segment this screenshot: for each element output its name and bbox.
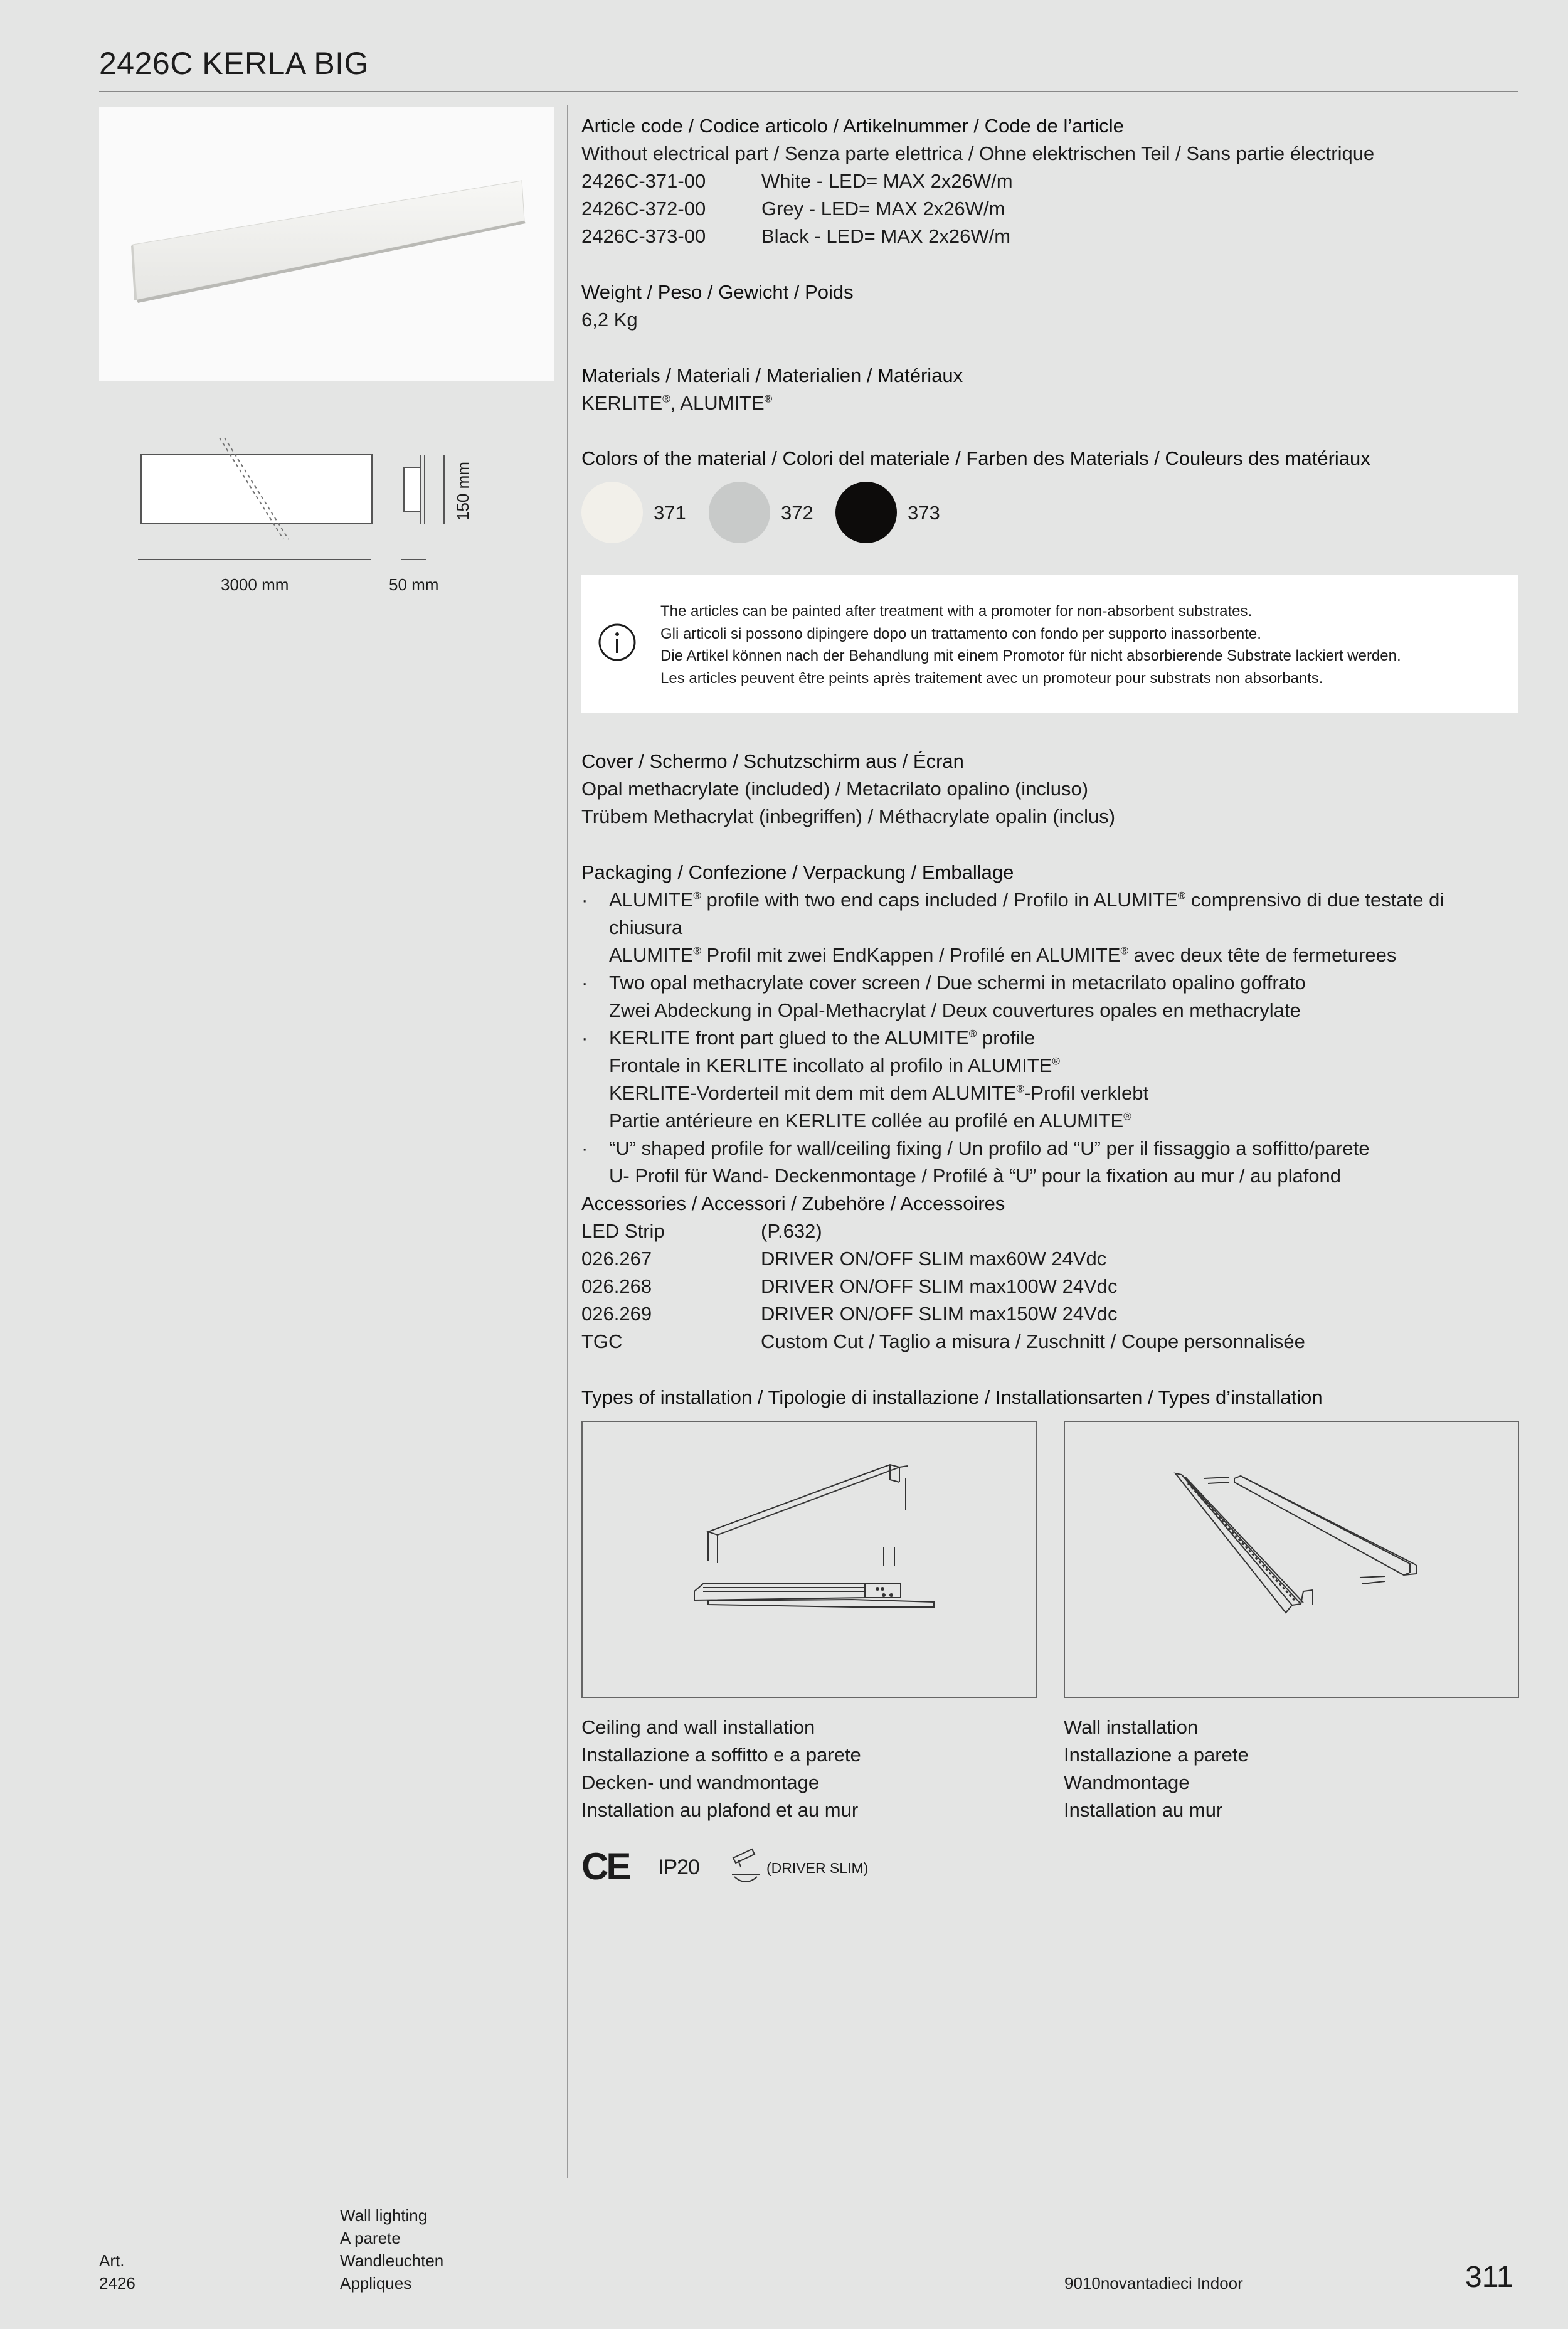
page-title: 2426C KERLA BIG xyxy=(99,46,369,81)
article-row xyxy=(581,195,1518,223)
packaging-item: · “U” shaped profile for wall/ceiling fixing / Un profilo ad “U” per il fissaggio a soffitto/parete U- Profil für Wand- Deckenmontage / Profilé à “U” pour la fixation au mur / au plafond xyxy=(581,1137,1370,1187)
cover-line: Trübem Methacrylat (inbegriffen) / Méthacrylate opalin (inclus) xyxy=(581,805,1116,827)
colors-heading: Colors of the material / Colori del materiale / Farben des Materials / Couleurs des matériaux xyxy=(581,447,1370,469)
accessory-row: TGC Custom Cut / Taglio a misura / Zuschnitt / Coupe personnalisée xyxy=(581,1330,1305,1352)
category-line: Appliques xyxy=(340,2274,412,2293)
cover-heading: Cover / Schermo / Schutzschirm aus / Écran xyxy=(581,750,964,772)
footer-art-number: 2426 xyxy=(99,2274,135,2293)
article-code: 2426C-372-00 xyxy=(581,198,706,220)
installation-heading: Types of installation / Tipologie di installazione / Installationsarten / Types d’installation xyxy=(581,1386,1323,1408)
color-label: 372 xyxy=(781,502,813,524)
packaging-item: · Two opal methacrylate cover screen / Due schermi in metacrilato opalino goffrato Zwei Abdeckung in Opal-Methacrylat / Deux couvertures opales en methacrylate xyxy=(581,972,1306,1021)
color-label: 373 xyxy=(908,502,940,524)
wall-label: Installazione a parete xyxy=(1064,1744,1249,1766)
note-line: Gli articoli si possono dipingere dopo un trattamento con fondo per supporto inassorbente. xyxy=(660,625,1261,642)
article-code: 2426C-373-00 xyxy=(581,225,706,247)
color-label: 371 xyxy=(654,502,686,524)
footer-category xyxy=(340,2204,443,2295)
note-line: The articles can be painted after treatment with a promoter for non-absorbent substrates. xyxy=(660,603,1253,620)
note-line: Die Artikel können nach der Behandlung mit einem Promotor für nicht absorbierende Substrate lackiert werden. xyxy=(660,647,1401,664)
weight-heading: Weight / Peso / Gewicht / Poids xyxy=(581,281,854,303)
ceiling-label: Installation au plafond et au mur xyxy=(581,1799,859,1821)
color-swatch-372 xyxy=(709,482,770,543)
article-row xyxy=(581,223,1518,250)
accessory-row: LED Strip (P.632) xyxy=(581,1220,822,1242)
driver-icon xyxy=(729,1847,762,1888)
ceiling-label: Decken- und wandmontage xyxy=(581,1771,820,1793)
article-desc: Grey - LED= MAX 2x26W/m xyxy=(761,198,1005,220)
category-line: Wandleuchten xyxy=(340,2251,444,2270)
cover-line: Opal methacrylate (included) / Metacrilato opalino (incluso) xyxy=(581,778,1089,800)
article-desc: Black - LED= MAX 2x26W/m xyxy=(761,225,1011,247)
driver-label: (DRIVER SLIM) xyxy=(766,1860,869,1876)
page-number: 311 xyxy=(1465,2261,1513,2294)
ceiling-label: Installazione a soffitto e a parete xyxy=(581,1744,861,1766)
accessory-row: 026.269 DRIVER ON/OFF SLIM max150W 24Vdc xyxy=(581,1303,1118,1325)
packaging-item: · KERLITE front part glued to the ALUMITE® profile Frontale in KERLITE incollato al profilo in ALUMITE® KERLITE-Vorderteil mit dem mit dem ALUMITE®-Profil verklebt Partie antérieure en KERLITE collée au profilé en ALUMITE® xyxy=(581,1027,1149,1132)
ceiling-label: Ceiling and wall installation xyxy=(581,1716,815,1738)
accessories-heading: Accessories / Accessori / Zubehöre / Accessoires xyxy=(581,1192,1005,1214)
color-swatch-371 xyxy=(581,482,643,543)
accessory-row: 026.268 DRIVER ON/OFF SLIM max100W 24Vdc xyxy=(581,1275,1118,1297)
technical-drawing xyxy=(138,433,489,580)
footer-art xyxy=(99,2249,135,2295)
wall-label: Wall installation xyxy=(1064,1716,1199,1738)
wall-label: Installation au mur xyxy=(1064,1799,1223,1821)
header-divider xyxy=(99,91,1518,92)
packaging-section xyxy=(581,859,1518,1190)
ce-mark: CE xyxy=(581,1845,629,1887)
article-row xyxy=(581,167,1518,195)
column-divider xyxy=(567,105,568,2178)
dimension-depth: 50 mm xyxy=(389,575,439,594)
dimension-height: 150 mm xyxy=(453,462,472,521)
category-line: A parete xyxy=(340,2229,401,2247)
footer-brand: 9010novantadieci Indoor xyxy=(1064,2274,1243,2293)
wall-installation-labels xyxy=(1064,1714,1249,1824)
wall-installation-drawing xyxy=(1064,1421,1519,1698)
materials-heading: Materials / Materiali / Materialien / Matériaux xyxy=(581,364,963,386)
dimension-length: 3000 mm xyxy=(221,575,289,594)
packaging-item: · ALUMITE® profile with two end caps included / Profilo in ALUMITE® comprensivo di due testate di chiusura ALUMITE® Profil mit zwei EndKappen / Profilé en ALUMITE® avec deux tête de fermeturees xyxy=(581,889,1444,966)
article-subheading: Without electrical part / Senza parte elettrica / Ohne elektrischen Teil / Sans partie électrique xyxy=(581,142,1375,164)
weight-section xyxy=(581,279,854,334)
painting-note xyxy=(581,575,1518,713)
article-section xyxy=(581,112,1518,250)
materials-section xyxy=(581,362,963,417)
article-code: 2426C-371-00 xyxy=(581,170,706,192)
color-swatch-373 xyxy=(835,482,897,543)
category-line: Wall lighting xyxy=(340,2206,428,2225)
wall-label: Wandmontage xyxy=(1064,1771,1190,1793)
packaging-heading: Packaging / Confezione / Verpackung / Emballage xyxy=(581,861,1014,883)
article-heading: Article code / Codice articolo / Artikelnummer / Code de l’article xyxy=(581,115,1124,137)
note-line: Les articles peuvent être peints après traitement avec un promoteur pour substrats non absorbants. xyxy=(660,669,1323,687)
cover-section xyxy=(581,748,1115,830)
product-photo xyxy=(99,107,554,381)
info-icon xyxy=(596,622,638,663)
accessories-section xyxy=(581,1190,1305,1355)
materials-value: KERLITE®, ALUMITE® xyxy=(581,392,773,414)
ip-rating: IP20 xyxy=(658,1855,699,1879)
ceiling-installation-drawing xyxy=(581,1421,1037,1698)
ceiling-installation-labels xyxy=(581,1714,861,1824)
accessory-row: 026.267 DRIVER ON/OFF SLIM max60W 24Vdc xyxy=(581,1248,1107,1270)
article-desc: White - LED= MAX 2x26W/m xyxy=(761,170,1013,192)
footer-art-label: Art. xyxy=(99,2251,125,2270)
weight-value: 6,2 Kg xyxy=(581,309,638,331)
